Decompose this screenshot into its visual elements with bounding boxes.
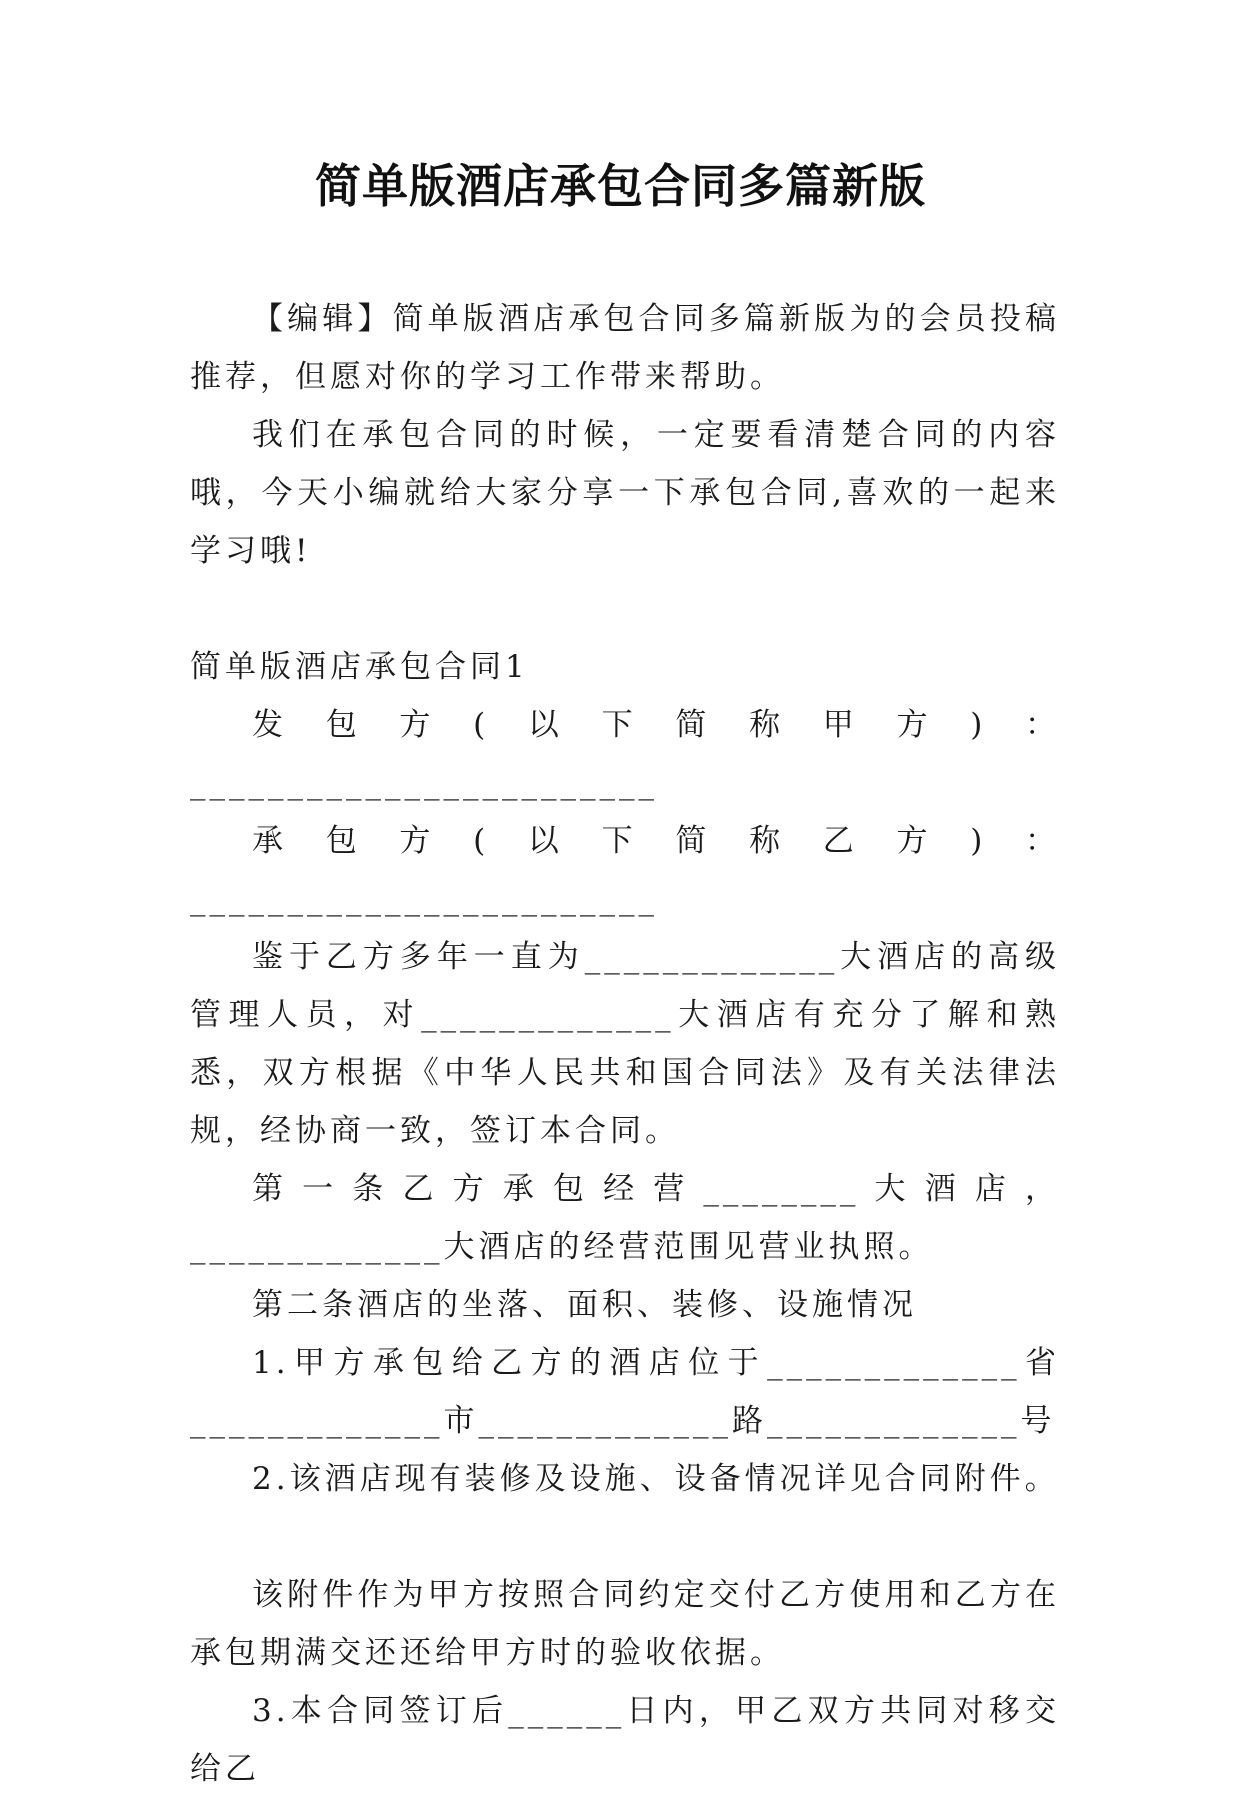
article-1: 第一条乙方承包经营________大酒店，_____________大酒店的经营范围见营业执照。 <box>190 1171 1060 1265</box>
paragraph-editor-note: 【编辑】简单版酒店承包合同多篇新版为的会员投稿推荐，但愿对你的学习工作带来帮助。 <box>190 301 1060 395</box>
document-body <box>190 290 1060 1798</box>
paragraph-preamble: 鉴于乙方多年一直为_____________大酒店的高级管理人员，对_____________大酒店有充分了解和熟悉，双方根据《中华人民共和国合同法》及有关法律法规，经协商一致，签订本合同。 <box>190 939 1060 1149</box>
article-2-item-1: 1.甲方承包给乙方的酒店位于_____________省_____________市_____________路_____________号 <box>190 1345 1060 1439</box>
party-a-line: 发包方(以下简称甲方)：________________________ <box>190 707 1060 801</box>
document-title: 简单版酒店承包合同多篇新版 <box>315 159 926 213</box>
party-b-line: 承包方(以下简称乙方)：________________________ <box>190 823 1060 917</box>
paragraph-attachment-note: 该附件作为甲方按照合同约定交付乙方使用和乙方在承包期满交还还给甲方时的验收依据。 <box>190 1577 1060 1671</box>
section-heading-contract-1: 简单版酒店承包合同1 <box>190 649 529 685</box>
article-2-item-2: 2.该酒店现有装修及设施、设备情况详见合同附件。 <box>252 1461 1060 1497</box>
article-2-heading: 第二条酒店的坐落、面积、装修、设施情况 <box>252 1287 917 1323</box>
article-2-item-3: 3.本合同签订后______日内，甲乙双方共同对移交给乙 <box>190 1693 1060 1787</box>
paragraph-intro: 我们在承包合同的时候，一定要看清楚合同的内容哦，今天小编就给大家分享一下承包合同,喜欢的一起来学习哦! <box>190 417 1060 569</box>
